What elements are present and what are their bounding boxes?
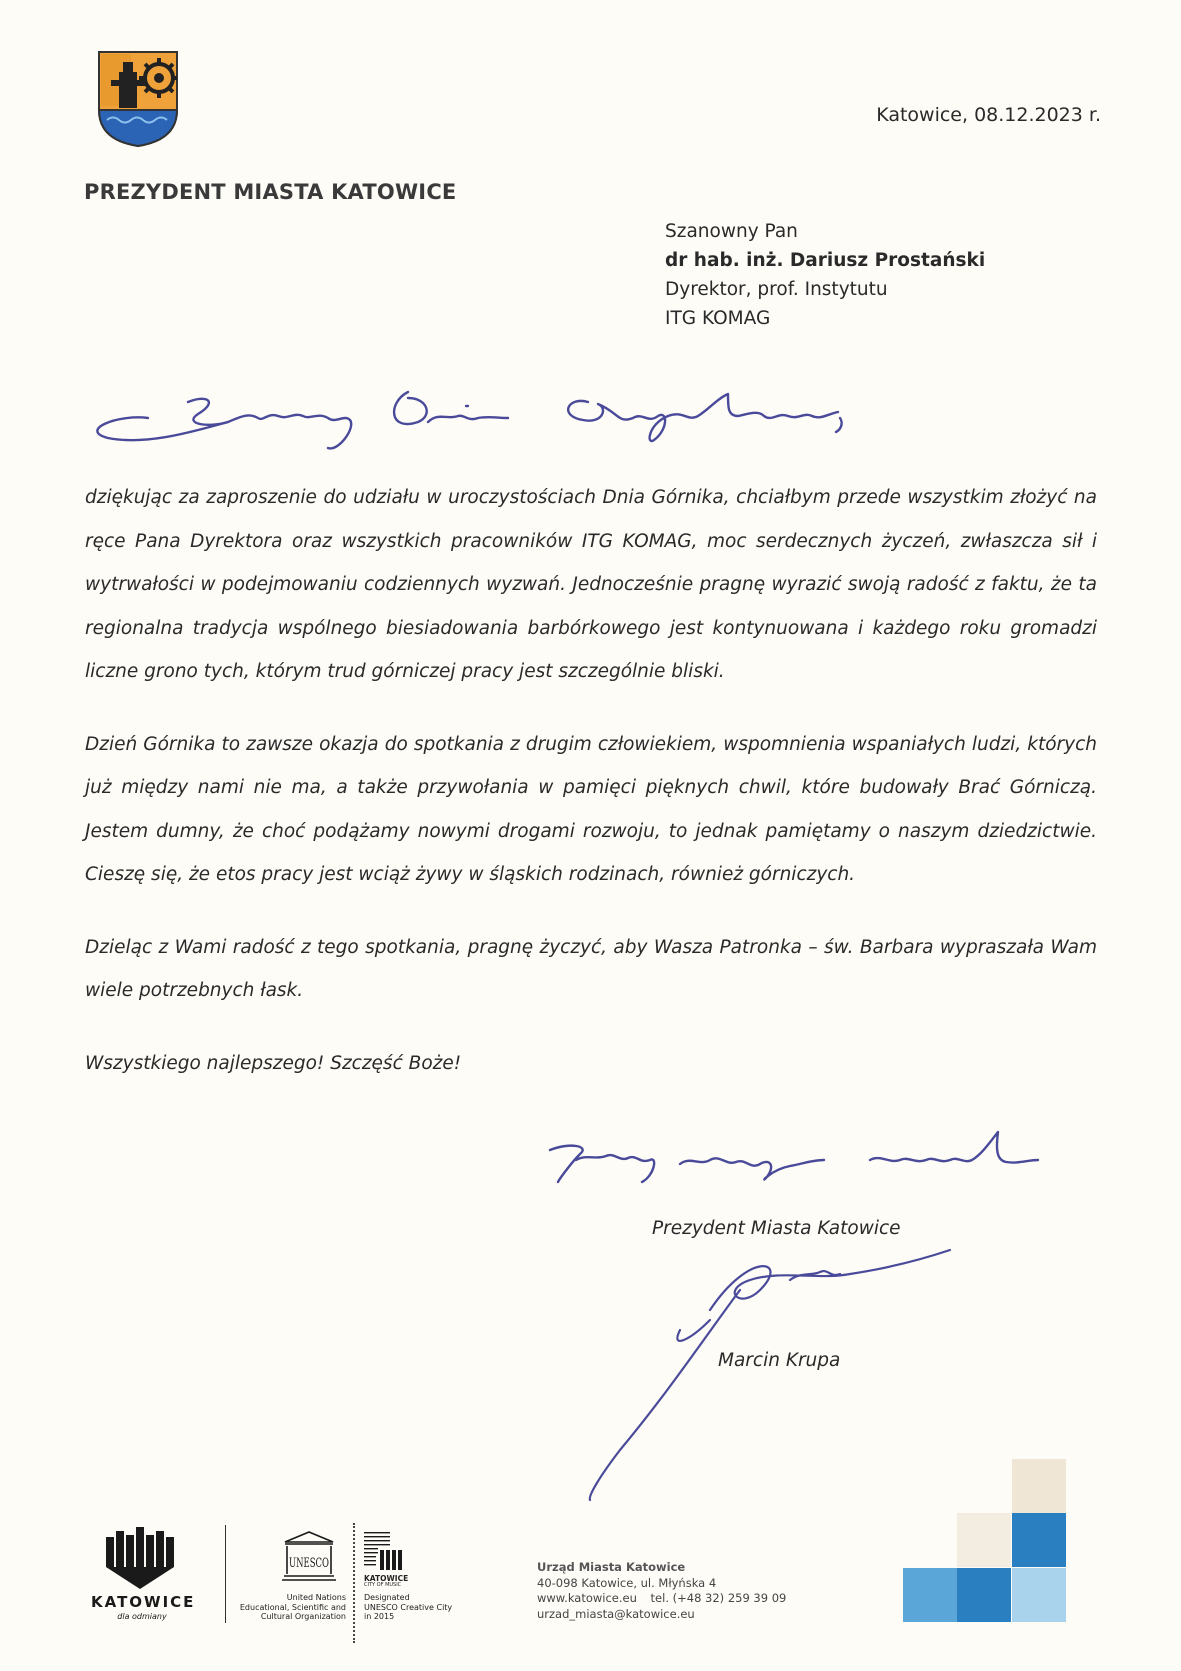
recipient-block: [665, 217, 985, 333]
mosaic-tile: [957, 1568, 1011, 1622]
mosaic-tile: [1012, 1459, 1066, 1513]
paragraph-1: dziękując za zaproszenie do udziału w uroczystościach Dnia Górnika, chciałbym przede wszystkim złożyć na ręce Pana Dyrektora oraz wszystkich pracowników ITG KOMAG, moc serdecznych życzeń, zwłaszcza sił i wytrwałości w podejmowaniu codziennych wyzwań. Jednocześnie pragnę wyrazić swoją radość z faktu, że ta regionalna tradycja wspólnego biesiadowania barbórkowego jest kontynuowana i każdego roku gromadzi liczne grono tych, którym trud górniczej pracy jest szczególnie bliski.: [85, 487, 1097, 682]
unesco-temple-icon: [281, 1530, 337, 1582]
unesco-wordmark: UNESCO: [289, 1556, 329, 1571]
unesco-org-name: [228, 1593, 346, 1622]
address-phone: tel. (+48 32) 259 39 09: [650, 1591, 787, 1605]
katowice-coat-of-arms-icon: [97, 50, 179, 148]
signatory-title: Prezydent Miasta Katowice: [652, 1218, 901, 1239]
unesco-line-1: United Nations: [286, 1593, 346, 1602]
address-website-link[interactable]: www.katowice.eu: [537, 1591, 637, 1605]
letter-body: [85, 476, 1097, 1114]
music-line-2: UNESCO Creative City: [364, 1602, 453, 1612]
recipient-position: Dyrektor, prof. Instytutu: [665, 279, 888, 300]
recipient-salutation: Szanowny Pan: [665, 221, 798, 242]
address-street: 40-098 Katowice, ul. Młyńska 4: [537, 1575, 717, 1590]
unesco-line-3: Cultural Organization: [260, 1612, 346, 1621]
paragraph-2: Dzień Górnika to zawsze okazja do spotkania z drugim człowiekiem, wspomnienia wspaniałych ludzi, których już między nami nie ma, a także przywołania w pamięci pięknych chwil, które budowały Brać Górniczą. Jestem dumny, że choć podążamy nowymi drogami rozwoju, to jednak pamiętamy o naszym dziedzictwie. Cieszę się, że etos pracy jest wciąż żywy w śląskich rodzinach, również górniczych.: [85, 733, 1097, 885]
address-office-name: Urząd Miasta Katowice: [537, 1560, 686, 1574]
city-of-music-icon: [364, 1530, 406, 1574]
recipient-name: dr hab. inż. Dariusz Prostański: [665, 250, 986, 271]
city-logo-wordmark: KATOWICE: [91, 1593, 196, 1611]
handwritten-salutation: [88, 372, 898, 462]
decorative-mosaic: [903, 1459, 1066, 1622]
footer-dotted-divider: [353, 1523, 355, 1643]
mosaic-tile: [1012, 1568, 1066, 1622]
mosaic-tile: [957, 1513, 1011, 1567]
music-line-3: in 2015: [364, 1612, 395, 1621]
office-title: PREZYDENT MIASTA KATOWICE: [84, 180, 457, 204]
city-of-music-sub: CITY OF MUSIC: [364, 1582, 402, 1588]
city-of-music-label: KATOWICE: [364, 1574, 409, 1583]
city-logo-tagline: dla odmiany: [117, 1612, 167, 1621]
music-line-1: Designated: [364, 1593, 410, 1602]
unesco-line-2: Educational, Scientific and: [239, 1602, 346, 1612]
paragraph-3: Dzieląc z Wami radość z tego spotkania, pragnę życzyć, aby Wasza Patronka – św. Barbara wypraszała Wam wiele potrzebnych łask.: [85, 936, 1097, 1001]
mosaic-tile: [903, 1568, 957, 1622]
handwritten-closing: [540, 1120, 1100, 1190]
footer-divider: [225, 1525, 226, 1623]
letter-date: Katowice, 08.12.2023 r.: [876, 104, 1101, 126]
recipient-organization: ITG KOMAG: [665, 308, 771, 329]
paragraph-4: Wszystkiego najlepszego! Szczęść Boże!: [85, 1052, 462, 1074]
katowice-city-logo-icon: [92, 1525, 192, 1591]
address-email-link[interactable]: urzad_miasta@katowice.eu: [537, 1606, 695, 1621]
city-of-music-designation: [364, 1593, 452, 1622]
office-address: [537, 1560, 786, 1622]
signatory-name: Marcin Krupa: [718, 1350, 841, 1371]
mosaic-tile: [1012, 1513, 1066, 1567]
